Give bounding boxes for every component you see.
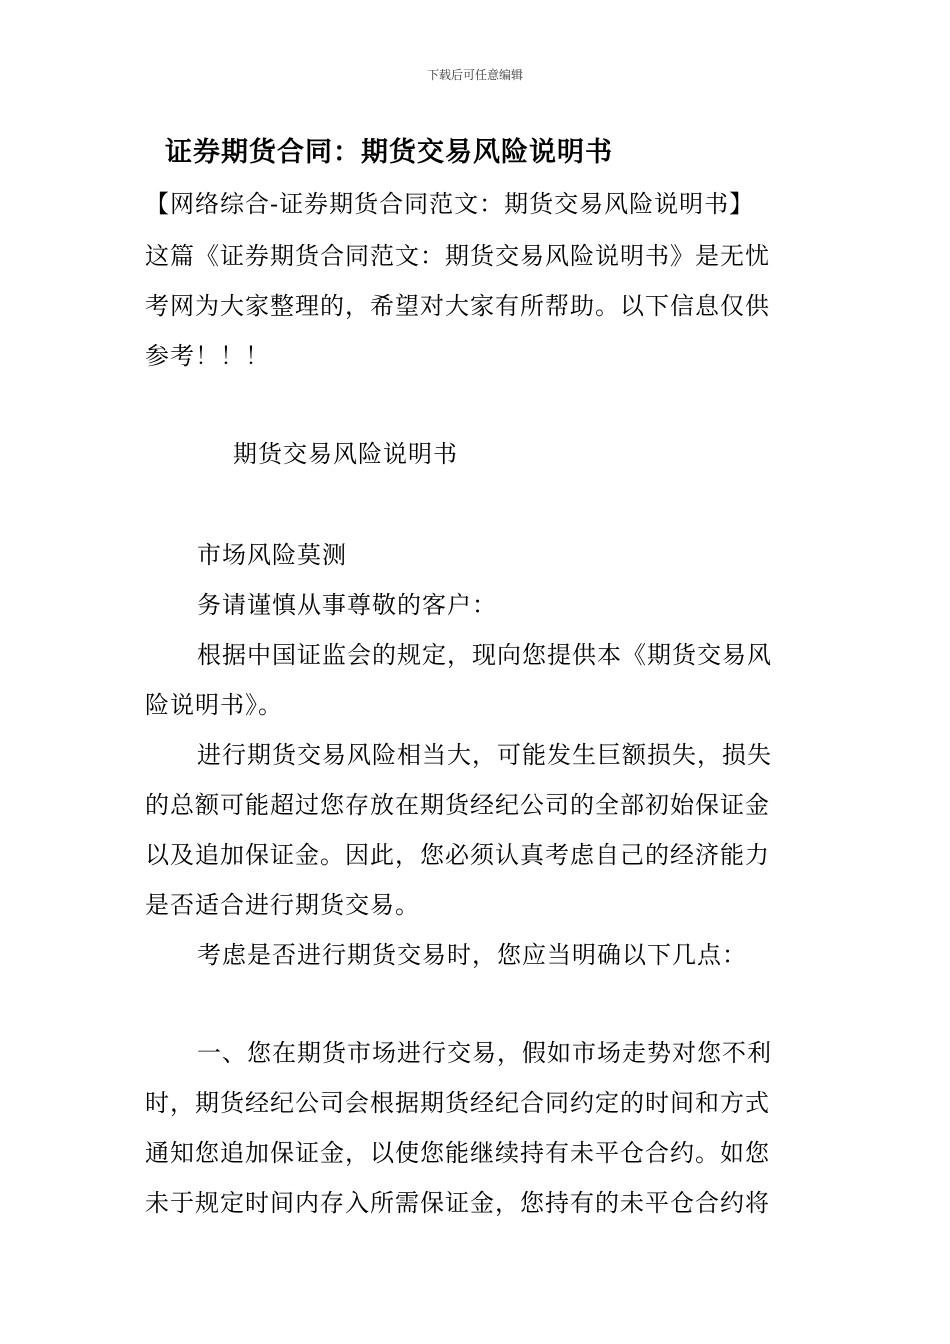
body-line: 进行期货交易风险相当大，可能发生巨额损失，损失 xyxy=(197,741,772,769)
body-line: 险说明书》。 xyxy=(145,691,283,719)
body-line: 市场风险莫测 xyxy=(197,541,347,569)
body-line: 务请谨慎从事尊敬的客户： xyxy=(197,591,497,619)
intro-line: 考网为大家整理的，希望对大家有所帮助。以下信息仅供 xyxy=(145,292,770,320)
body-line: 的总额可能超过您存放在期货经纪公司的全部初始保证金 xyxy=(145,791,770,819)
source-line: 【网络综合-证券期货合同范文：期货交易风险说明书】 xyxy=(145,190,755,218)
body-line: 是否适合进行期货交易。 xyxy=(145,891,420,919)
body-line: 时，期货经纪公司会根据期货经纪合同约定的时间和方式 xyxy=(145,1089,770,1117)
document-title: 证券期货合同：期货交易风险说明书 xyxy=(165,137,613,168)
section-heading: 期货交易风险说明书 xyxy=(233,440,458,468)
body-line: 以及追加保证金。因此，您必须认真考虑自己的经济能力 xyxy=(145,841,770,869)
body-line: 一、您在期货市场进行交易，假如市场走势对您不利 xyxy=(197,1039,772,1067)
intro-line: 参考！！！ xyxy=(145,342,270,370)
intro-line: 这篇《证券期货合同范文：期货交易风险说明书》是无忧 xyxy=(145,242,770,270)
body-line: 根据中国证监会的规定，现向您提供本《期货交易风 xyxy=(197,641,772,669)
body-line: 通知您追加保证金，以使您能继续持有未平仓合约。如您 xyxy=(145,1139,770,1167)
body-line: 未于规定时间内存入所需保证金，您持有的未平仓合约将 xyxy=(145,1189,770,1217)
header-note: 下载后可任意编辑 xyxy=(426,68,523,82)
body-line: 考虑是否进行期货交易时，您应当明确以下几点： xyxy=(197,941,747,969)
